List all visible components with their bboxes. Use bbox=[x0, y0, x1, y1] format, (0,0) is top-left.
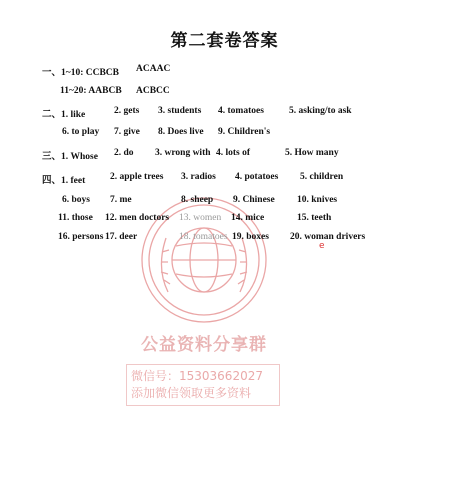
watermark-group-name: 公益资料分享群 bbox=[141, 335, 267, 355]
answer-cell: 9. Chinese bbox=[233, 195, 275, 205]
answer-cell: 14. mice bbox=[231, 213, 265, 223]
answer-cell: 4. potatoes bbox=[235, 172, 279, 182]
watermark-add-line: 添加微信领取更多资料 bbox=[131, 386, 252, 400]
answer-cell: 9. Children's bbox=[218, 127, 271, 137]
answer-cell: 3. radios bbox=[181, 172, 216, 182]
correction-mark: e bbox=[319, 241, 325, 251]
answer-cell: 13. women bbox=[179, 213, 222, 223]
answer-cell: 8. Does live bbox=[158, 127, 204, 137]
watermark-wechat-line: 微信号：15303662027 bbox=[131, 369, 263, 383]
answer-cell: 一、1~10: CCBCB bbox=[42, 68, 119, 78]
answer-cell: 17. deer bbox=[105, 232, 138, 242]
answer-cell: 20. woman drivers bbox=[290, 232, 366, 242]
watermark-contact-box bbox=[126, 364, 280, 406]
answer-cell: 7. give bbox=[114, 127, 140, 137]
answer-cell: 16. persons bbox=[58, 232, 104, 242]
answer-cell: 11. those bbox=[58, 213, 93, 223]
page-title: 第二套卷答案 bbox=[170, 31, 279, 51]
answer-cell: 5. How many bbox=[285, 148, 339, 158]
answer-cell: 3. students bbox=[158, 106, 202, 116]
answer-cell: 5. asking/to ask bbox=[289, 106, 352, 116]
answer-cell: 2. apple trees bbox=[110, 172, 164, 182]
answer-cell: 四、1. feet bbox=[42, 176, 86, 186]
answer-cell: ACBCC bbox=[136, 86, 170, 96]
answer-cell: 15. teeth bbox=[297, 213, 332, 223]
answer-cell: 12. men doctors bbox=[105, 213, 170, 223]
answer-cell: ACAAC bbox=[136, 64, 171, 74]
answer-cell: 5. children bbox=[300, 172, 344, 182]
answer-cell: 18. tomatoes bbox=[179, 232, 228, 242]
answer-cell: 2. gets bbox=[114, 106, 140, 116]
answer-cell: 7. me bbox=[110, 195, 132, 205]
answer-cell: 8. sheep bbox=[181, 195, 214, 205]
answer-cell: 三、1. Whose bbox=[42, 152, 98, 162]
answer-cell: 二、1. like bbox=[42, 110, 86, 120]
answer-cell: 2. do bbox=[114, 148, 134, 158]
answer-cell: 6. boys bbox=[62, 195, 90, 205]
answer-cell: 11~20: AABCB bbox=[60, 86, 122, 96]
answer-cell: 4. lots of bbox=[216, 148, 251, 158]
answer-cell: 19. boxes bbox=[232, 232, 269, 242]
answer-cell: 10. knives bbox=[297, 195, 338, 205]
answer-cell: 3. wrong with bbox=[155, 148, 211, 158]
answer-cell: 6. to play bbox=[62, 127, 100, 137]
answer-cell: 4. tomatoes bbox=[218, 106, 264, 116]
